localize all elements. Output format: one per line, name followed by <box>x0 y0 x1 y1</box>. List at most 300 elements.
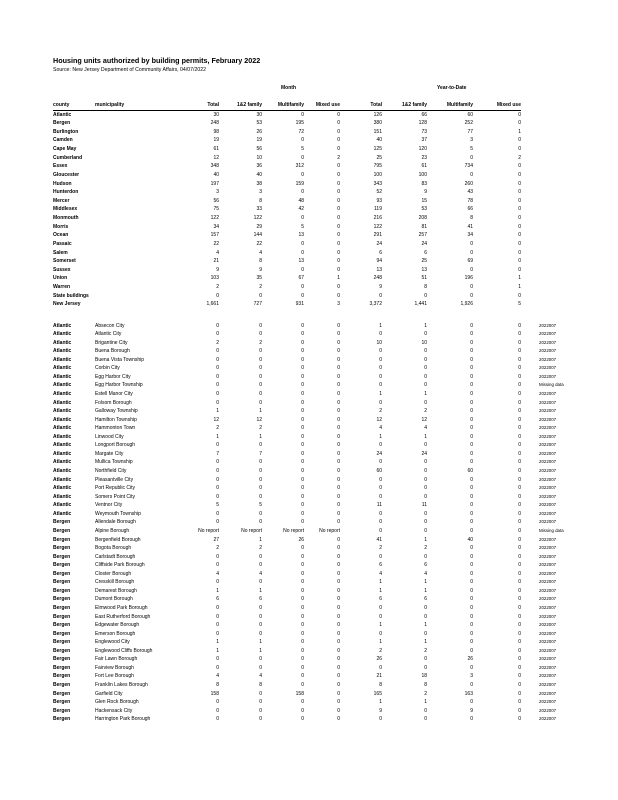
report-code: 2022007 <box>539 519 557 525</box>
cell-ytd-mixed: 0 <box>518 322 521 329</box>
cell-month-multifamily: 13 <box>298 258 304 265</box>
cell-ytd-mixed: 1 <box>518 284 521 291</box>
county-name: Atlantic <box>53 382 72 389</box>
cell-month-mixed: 0 <box>337 682 340 689</box>
cell-month-12family: 2 <box>259 339 262 346</box>
cell-ytd-mixed: 0 <box>518 356 521 363</box>
cell-ytd-total: 24 <box>376 240 382 247</box>
cell-ytd-mixed: 0 <box>518 587 521 594</box>
col-header-month-total: Total <box>207 102 219 108</box>
cell-month-mixed: 0 <box>337 215 340 222</box>
cell-month-mixed: 0 <box>337 476 340 483</box>
municipality-name: Port Republic City <box>95 485 136 492</box>
cell-ytd-12family: 100 <box>418 171 427 178</box>
cell-month-mixed: 0 <box>337 622 340 629</box>
cell-month-multifamily: 0 <box>301 111 304 118</box>
cell-ytd-mixed: 0 <box>518 450 521 457</box>
cell-month-12family: 0 <box>259 476 262 483</box>
cell-month-multifamily: 0 <box>301 154 304 161</box>
cell-month-mixed: 0 <box>337 450 340 457</box>
cell-ytd-multifamily: 0 <box>470 579 473 586</box>
cell-ytd-12family: 4 <box>424 570 427 577</box>
cell-ytd-multifamily: 0 <box>470 562 473 569</box>
cell-ytd-multifamily: 0 <box>470 587 473 594</box>
cell-month-12family: 2 <box>259 284 262 291</box>
municipality-name: Cliffside Park Borough <box>95 562 145 569</box>
cell-ytd-mixed: 0 <box>518 266 521 273</box>
cell-month-12family: 0 <box>259 493 262 500</box>
cell-ytd-total: 119 <box>374 206 382 213</box>
cell-ytd-12family: 83 <box>421 180 427 187</box>
cell-ytd-mixed: 0 <box>518 707 521 714</box>
cell-month-multifamily: 0 <box>301 459 304 466</box>
cell-month-12family: 0 <box>259 519 262 526</box>
table-row <box>0 578 618 587</box>
county-name: Bergen <box>53 587 71 594</box>
county-name: Bergen <box>53 630 71 637</box>
county-name: Bergen <box>53 707 71 714</box>
county-name: Bergen <box>53 545 71 552</box>
table-row <box>0 399 618 408</box>
table-row <box>0 339 618 348</box>
report-code: Missing data <box>539 527 564 533</box>
county-name: Bergen <box>53 562 71 569</box>
cell-ytd-multifamily: 0 <box>470 485 473 492</box>
cell-ytd-total: 0 <box>379 331 382 338</box>
cell-ytd-multifamily: 0 <box>470 519 473 526</box>
cell-ytd-mixed: 0 <box>518 596 521 603</box>
cell-month-multifamily: 0 <box>301 171 304 178</box>
cell-month-12family: 0 <box>259 604 262 611</box>
cell-month-mixed: No report <box>319 527 340 534</box>
cell-ytd-multifamily: 0 <box>470 502 473 509</box>
cell-month-12family: 5 <box>259 502 262 509</box>
cell-ytd-mixed: 0 <box>518 604 521 611</box>
cell-month-12family: 53 <box>256 120 262 127</box>
cell-ytd-mixed: 0 <box>518 562 521 569</box>
county-name: Atlantic <box>53 502 72 509</box>
cell-ytd-mixed: 0 <box>518 673 521 680</box>
county-name: Bergen <box>53 682 71 689</box>
table-row <box>0 510 618 519</box>
table-row <box>0 330 618 339</box>
cell-ytd-mixed: 0 <box>518 468 521 475</box>
cell-ytd-12family: 0 <box>424 399 427 406</box>
municipality-name: Edgewater Borough <box>95 622 140 629</box>
cell-ytd-mixed: 0 <box>518 339 521 346</box>
cell-ytd-total: 0 <box>379 442 382 449</box>
table-row <box>0 690 618 699</box>
cell-month-mixed: 0 <box>337 356 340 363</box>
table-row <box>0 544 618 553</box>
cell-ytd-12family: 53 <box>421 206 427 213</box>
cell-ytd-mixed: 0 <box>518 399 521 406</box>
cell-month-12family: 1 <box>259 587 262 594</box>
county-name: Hudson <box>53 180 72 187</box>
cell-month-total: 2 <box>216 425 219 432</box>
report-code: 2022007 <box>539 322 557 328</box>
cell-month-mixed: 0 <box>337 545 340 552</box>
cell-month-mixed: 0 <box>337 604 340 611</box>
cell-ytd-mixed: 0 <box>518 382 521 389</box>
cell-ytd-12family: 1 <box>424 639 427 646</box>
cell-month-12family: 1 <box>259 536 262 543</box>
cell-ytd-mixed: 0 <box>518 493 521 500</box>
table-row <box>0 501 618 510</box>
cell-month-mixed: 0 <box>337 373 340 380</box>
cell-month-mixed: 0 <box>337 382 340 389</box>
cell-month-mixed: 1 <box>337 275 340 282</box>
cell-ytd-multifamily: 0 <box>470 527 473 534</box>
cell-month-12family: 22 <box>256 240 262 247</box>
municipality-name: Buena Borough <box>95 348 130 355</box>
table-row <box>0 458 618 467</box>
cell-ytd-multifamily: 0 <box>470 613 473 620</box>
cell-ytd-total: 9 <box>379 707 382 714</box>
county-name: Bergen <box>53 673 71 680</box>
municipality-name: Emerson Borough <box>95 630 136 637</box>
municipality-name: Egg Harbor Township <box>95 382 143 389</box>
cell-ytd-mixed: 0 <box>518 146 521 153</box>
cell-ytd-total: 343 <box>373 180 382 187</box>
cell-ytd-total: 248 <box>373 275 382 282</box>
county-name: New Jersey <box>53 301 81 308</box>
cell-ytd-12family: 37 <box>421 137 427 144</box>
county-name: Hunterdon <box>53 189 79 196</box>
report-code: 2022007 <box>539 356 557 362</box>
cell-ytd-total: 6 <box>379 596 382 603</box>
table-row <box>0 647 618 656</box>
cell-ytd-mixed: 0 <box>518 716 521 723</box>
cell-ytd-mixed: 0 <box>518 258 521 265</box>
cell-ytd-mixed: 0 <box>518 390 521 397</box>
cell-ytd-12family: 1 <box>424 622 427 629</box>
cell-month-multifamily: 13 <box>298 232 304 239</box>
cell-ytd-mixed: 0 <box>518 171 521 178</box>
municipality-name: Somers Point City <box>95 493 136 500</box>
county-row <box>0 119 618 128</box>
county-name: Bergen <box>53 120 71 127</box>
cell-month-12family: 0 <box>259 485 262 492</box>
county-row <box>0 111 618 120</box>
table-row <box>0 364 618 373</box>
report-code: 2022007 <box>539 485 557 491</box>
cell-ytd-total: 0 <box>379 348 382 355</box>
table-row <box>0 536 618 545</box>
table-row <box>0 416 618 425</box>
cell-ytd-multifamily: 0 <box>470 570 473 577</box>
cell-month-multifamily: 0 <box>301 365 304 372</box>
municipality-name: Linwood City <box>95 433 124 440</box>
municipality-name: Hamilton Township <box>95 416 137 423</box>
report-code: 2022007 <box>539 425 557 431</box>
cell-month-total: 1 <box>216 408 219 415</box>
cell-ytd-multifamily: 41 <box>467 223 473 230</box>
cell-month-mixed: 0 <box>337 690 340 697</box>
cell-month-total: 0 <box>216 699 219 706</box>
cell-month-multifamily: 26 <box>298 536 304 543</box>
cell-month-multifamily: 0 <box>301 682 304 689</box>
cell-ytd-multifamily: 0 <box>470 240 473 247</box>
cell-month-total: 12 <box>213 154 219 161</box>
cell-month-mixed: 0 <box>337 258 340 265</box>
cell-ytd-multifamily: 66 <box>467 206 473 213</box>
cell-month-12family: 10 <box>256 154 262 161</box>
cell-month-mixed: 0 <box>337 232 340 239</box>
county-name: Atlantic <box>53 399 72 406</box>
cell-month-multifamily: 0 <box>301 425 304 432</box>
cell-ytd-multifamily: 0 <box>470 266 473 273</box>
municipality-name: Absecon City <box>95 322 125 329</box>
cell-ytd-total: 0 <box>379 292 382 299</box>
cell-ytd-total: 13 <box>376 266 382 273</box>
cell-month-mixed: 0 <box>337 292 340 299</box>
cell-month-12family: 0 <box>259 382 262 389</box>
cell-month-12family: 8 <box>259 258 262 265</box>
col-header-month-mixed: Mixed use <box>315 102 340 108</box>
county-name: Bergen <box>53 647 71 654</box>
cell-month-mixed: 0 <box>337 553 340 560</box>
report-code: 2022007 <box>539 459 557 465</box>
cell-month-total: 122 <box>210 215 219 222</box>
cell-month-mixed: 0 <box>337 502 340 509</box>
municipality-name: Alpine Borough <box>95 527 130 534</box>
cell-ytd-total: 0 <box>379 485 382 492</box>
cell-month-multifamily: 0 <box>301 707 304 714</box>
cell-ytd-mixed: 0 <box>518 111 521 118</box>
county-name: Bergen <box>53 613 71 620</box>
county-name: Salem <box>53 249 68 256</box>
cell-ytd-mixed: 0 <box>518 348 521 355</box>
cell-ytd-12family: 0 <box>424 459 427 466</box>
cell-month-total: 8 <box>216 682 219 689</box>
cell-ytd-multifamily: 40 <box>467 536 473 543</box>
cell-ytd-total: 216 <box>373 215 382 222</box>
cell-month-multifamily: 0 <box>301 240 304 247</box>
cell-ytd-multifamily: 0 <box>470 716 473 723</box>
report-code: 2022007 <box>539 604 557 610</box>
cell-month-total: 0 <box>216 510 219 517</box>
cell-month-total: 0 <box>216 459 219 466</box>
cell-month-12family: 122 <box>253 215 262 222</box>
cell-month-12family: 1 <box>259 433 262 440</box>
municipality-name: Estell Manor City <box>95 390 133 397</box>
cell-month-12family: 0 <box>259 468 262 475</box>
report-code: 2022007 <box>539 622 557 628</box>
table-row <box>0 356 618 365</box>
county-name: Atlantic <box>53 450 72 457</box>
cell-ytd-12family: 0 <box>424 716 427 723</box>
municipality-name: Cresskill Borough <box>95 579 135 586</box>
cell-month-12family: 0 <box>259 348 262 355</box>
report-code: 2022007 <box>539 510 557 516</box>
cell-month-12family: 0 <box>259 656 262 663</box>
county-row <box>0 128 618 137</box>
cell-month-multifamily: 0 <box>301 476 304 483</box>
municipality-name: Weymouth Township <box>95 510 141 517</box>
cell-ytd-multifamily: 0 <box>470 682 473 689</box>
cell-ytd-12family: 23 <box>421 154 427 161</box>
cell-month-total: 98 <box>213 128 219 135</box>
county-name: Atlantic <box>53 339 72 346</box>
cell-month-mixed: 3 <box>337 301 340 308</box>
cell-month-mixed: 0 <box>337 699 340 706</box>
cell-ytd-total: 380 <box>373 120 382 127</box>
report-code: 2022007 <box>539 587 557 593</box>
county-name: Mercer <box>53 197 70 204</box>
cell-month-mixed: 0 <box>337 425 340 432</box>
table-row <box>0 381 618 390</box>
report-code: 2022007 <box>539 433 557 439</box>
cell-ytd-total: 291 <box>373 232 382 239</box>
table-row <box>0 347 618 356</box>
municipality-name: Longport Borough <box>95 442 136 449</box>
cell-ytd-multifamily: 0 <box>470 339 473 346</box>
cell-month-multifamily: 0 <box>301 716 304 723</box>
cell-month-12family: 0 <box>259 562 262 569</box>
cell-month-multifamily: 67 <box>298 275 304 282</box>
municipality-name: Allendale Borough <box>95 519 136 526</box>
cell-ytd-total: 0 <box>379 365 382 372</box>
report-code: 2022007 <box>539 630 557 636</box>
cell-month-12family: 26 <box>256 128 262 135</box>
cell-ytd-mixed: 0 <box>518 502 521 509</box>
report-code: 2022007 <box>539 373 557 379</box>
cell-month-multifamily: 0 <box>301 433 304 440</box>
cell-ytd-12family: 1 <box>424 433 427 440</box>
cell-month-total: 4 <box>216 249 219 256</box>
cell-ytd-mixed: 0 <box>518 408 521 415</box>
cell-month-12family: 4 <box>259 570 262 577</box>
table-row <box>0 664 618 673</box>
cell-ytd-mixed: 0 <box>518 553 521 560</box>
table-row <box>0 672 618 681</box>
cell-ytd-total: 0 <box>379 527 382 534</box>
cell-ytd-mixed: 0 <box>518 189 521 196</box>
cell-month-mixed: 0 <box>337 570 340 577</box>
cell-ytd-total: 93 <box>376 197 382 204</box>
cell-ytd-multifamily: 0 <box>470 331 473 338</box>
cell-month-mixed: 0 <box>337 639 340 646</box>
cell-ytd-12family: 8 <box>424 682 427 689</box>
col-header-ytd-mixed: Mixed use <box>496 102 521 108</box>
cell-ytd-mixed: 0 <box>518 197 521 204</box>
cell-ytd-mixed: 0 <box>518 425 521 432</box>
cell-month-multifamily: 0 <box>301 647 304 654</box>
county-name: Ocean <box>53 232 69 239</box>
cell-month-multifamily: 0 <box>301 596 304 603</box>
table-row <box>0 450 618 459</box>
cell-ytd-total: 1 <box>379 322 382 329</box>
county-name: Bergen <box>53 639 71 646</box>
cell-ytd-total: 3,372 <box>369 301 382 308</box>
cell-month-multifamily: 0 <box>301 613 304 620</box>
table-row <box>0 527 618 536</box>
source-note: Source: New Jersey Department of Community Affairs, 04/07/2022 <box>53 67 207 73</box>
cell-month-12family: 4 <box>259 673 262 680</box>
cell-ytd-total: 21 <box>376 673 382 680</box>
report-code: 2022007 <box>539 656 557 662</box>
cell-ytd-multifamily: 0 <box>470 373 473 380</box>
county-name: Union <box>53 275 68 282</box>
cell-month-multifamily: 158 <box>295 690 304 697</box>
cell-ytd-multifamily: 0 <box>470 596 473 603</box>
table-row <box>0 407 618 416</box>
county-name: Atlantic <box>53 459 72 466</box>
cell-month-multifamily: 0 <box>301 502 304 509</box>
county-name: Bergen <box>53 690 71 697</box>
cell-ytd-multifamily: 0 <box>470 459 473 466</box>
cell-month-total: 5 <box>216 502 219 509</box>
cell-ytd-12family: 13 <box>421 266 427 273</box>
cell-month-12family: 0 <box>259 613 262 620</box>
municipality-name: Closter Borough <box>95 570 132 577</box>
cell-ytd-multifamily: 5 <box>470 146 473 153</box>
cell-ytd-mixed: 1 <box>518 128 521 135</box>
cell-month-mixed: 0 <box>337 433 340 440</box>
cell-ytd-total: 41 <box>376 536 382 543</box>
cell-ytd-12family: 0 <box>424 553 427 560</box>
cell-month-total: 0 <box>216 292 219 299</box>
cell-ytd-multifamily: 0 <box>470 348 473 355</box>
report-code: 2022007 <box>539 639 557 645</box>
col-header-month-12family: 1&2 family <box>236 102 262 108</box>
cell-ytd-mixed: 0 <box>518 690 521 697</box>
municipality-name: Buena Vista Township <box>95 356 145 363</box>
cell-month-12family: 1 <box>259 639 262 646</box>
report-code: 2022007 <box>539 331 557 337</box>
cell-month-12family: 30 <box>256 111 262 118</box>
ytd-group-header: Year-to-Date <box>437 85 467 91</box>
cell-ytd-mixed: 0 <box>518 206 521 213</box>
cell-month-multifamily: 0 <box>301 284 304 291</box>
cell-month-mixed: 0 <box>337 562 340 569</box>
cell-month-multifamily: 0 <box>301 408 304 415</box>
municipality-name: Corbin City <box>95 365 120 372</box>
cell-month-mixed: 0 <box>337 128 340 135</box>
cell-ytd-multifamily: 0 <box>470 604 473 611</box>
county-name: Atlantic <box>53 390 72 397</box>
cell-ytd-total: 100 <box>373 171 382 178</box>
municipality-name: Mullica Township <box>95 459 133 466</box>
cell-ytd-multifamily: 0 <box>470 249 473 256</box>
cell-month-mixed: 0 <box>337 596 340 603</box>
cell-month-12family: 0 <box>259 699 262 706</box>
cell-month-total: 34 <box>213 223 219 230</box>
cell-month-multifamily: 0 <box>301 189 304 196</box>
report-code: 2022007 <box>539 562 557 568</box>
cell-ytd-mixed: 2 <box>518 154 521 161</box>
county-row <box>0 283 618 292</box>
county-row <box>0 162 618 171</box>
cell-ytd-mixed: 5 <box>518 301 521 308</box>
municipality-name: Harrington Park Borough <box>95 716 151 723</box>
cell-month-multifamily: 0 <box>301 390 304 397</box>
cell-month-total: 0 <box>216 579 219 586</box>
cell-ytd-total: 126 <box>373 111 382 118</box>
cell-ytd-12family: 128 <box>418 120 427 127</box>
cell-month-total: 75 <box>213 206 219 213</box>
cell-month-12family: 2 <box>259 545 262 552</box>
cell-ytd-multifamily: 0 <box>470 545 473 552</box>
cell-month-multifamily: 0 <box>301 604 304 611</box>
cell-ytd-total: 1 <box>379 699 382 706</box>
cell-ytd-total: 4 <box>379 425 382 432</box>
cell-month-12family: 0 <box>259 373 262 380</box>
col-header-ytd-12family: 1&2 family <box>401 102 427 108</box>
cell-month-multifamily: 0 <box>301 249 304 256</box>
cell-month-12family: 0 <box>259 390 262 397</box>
